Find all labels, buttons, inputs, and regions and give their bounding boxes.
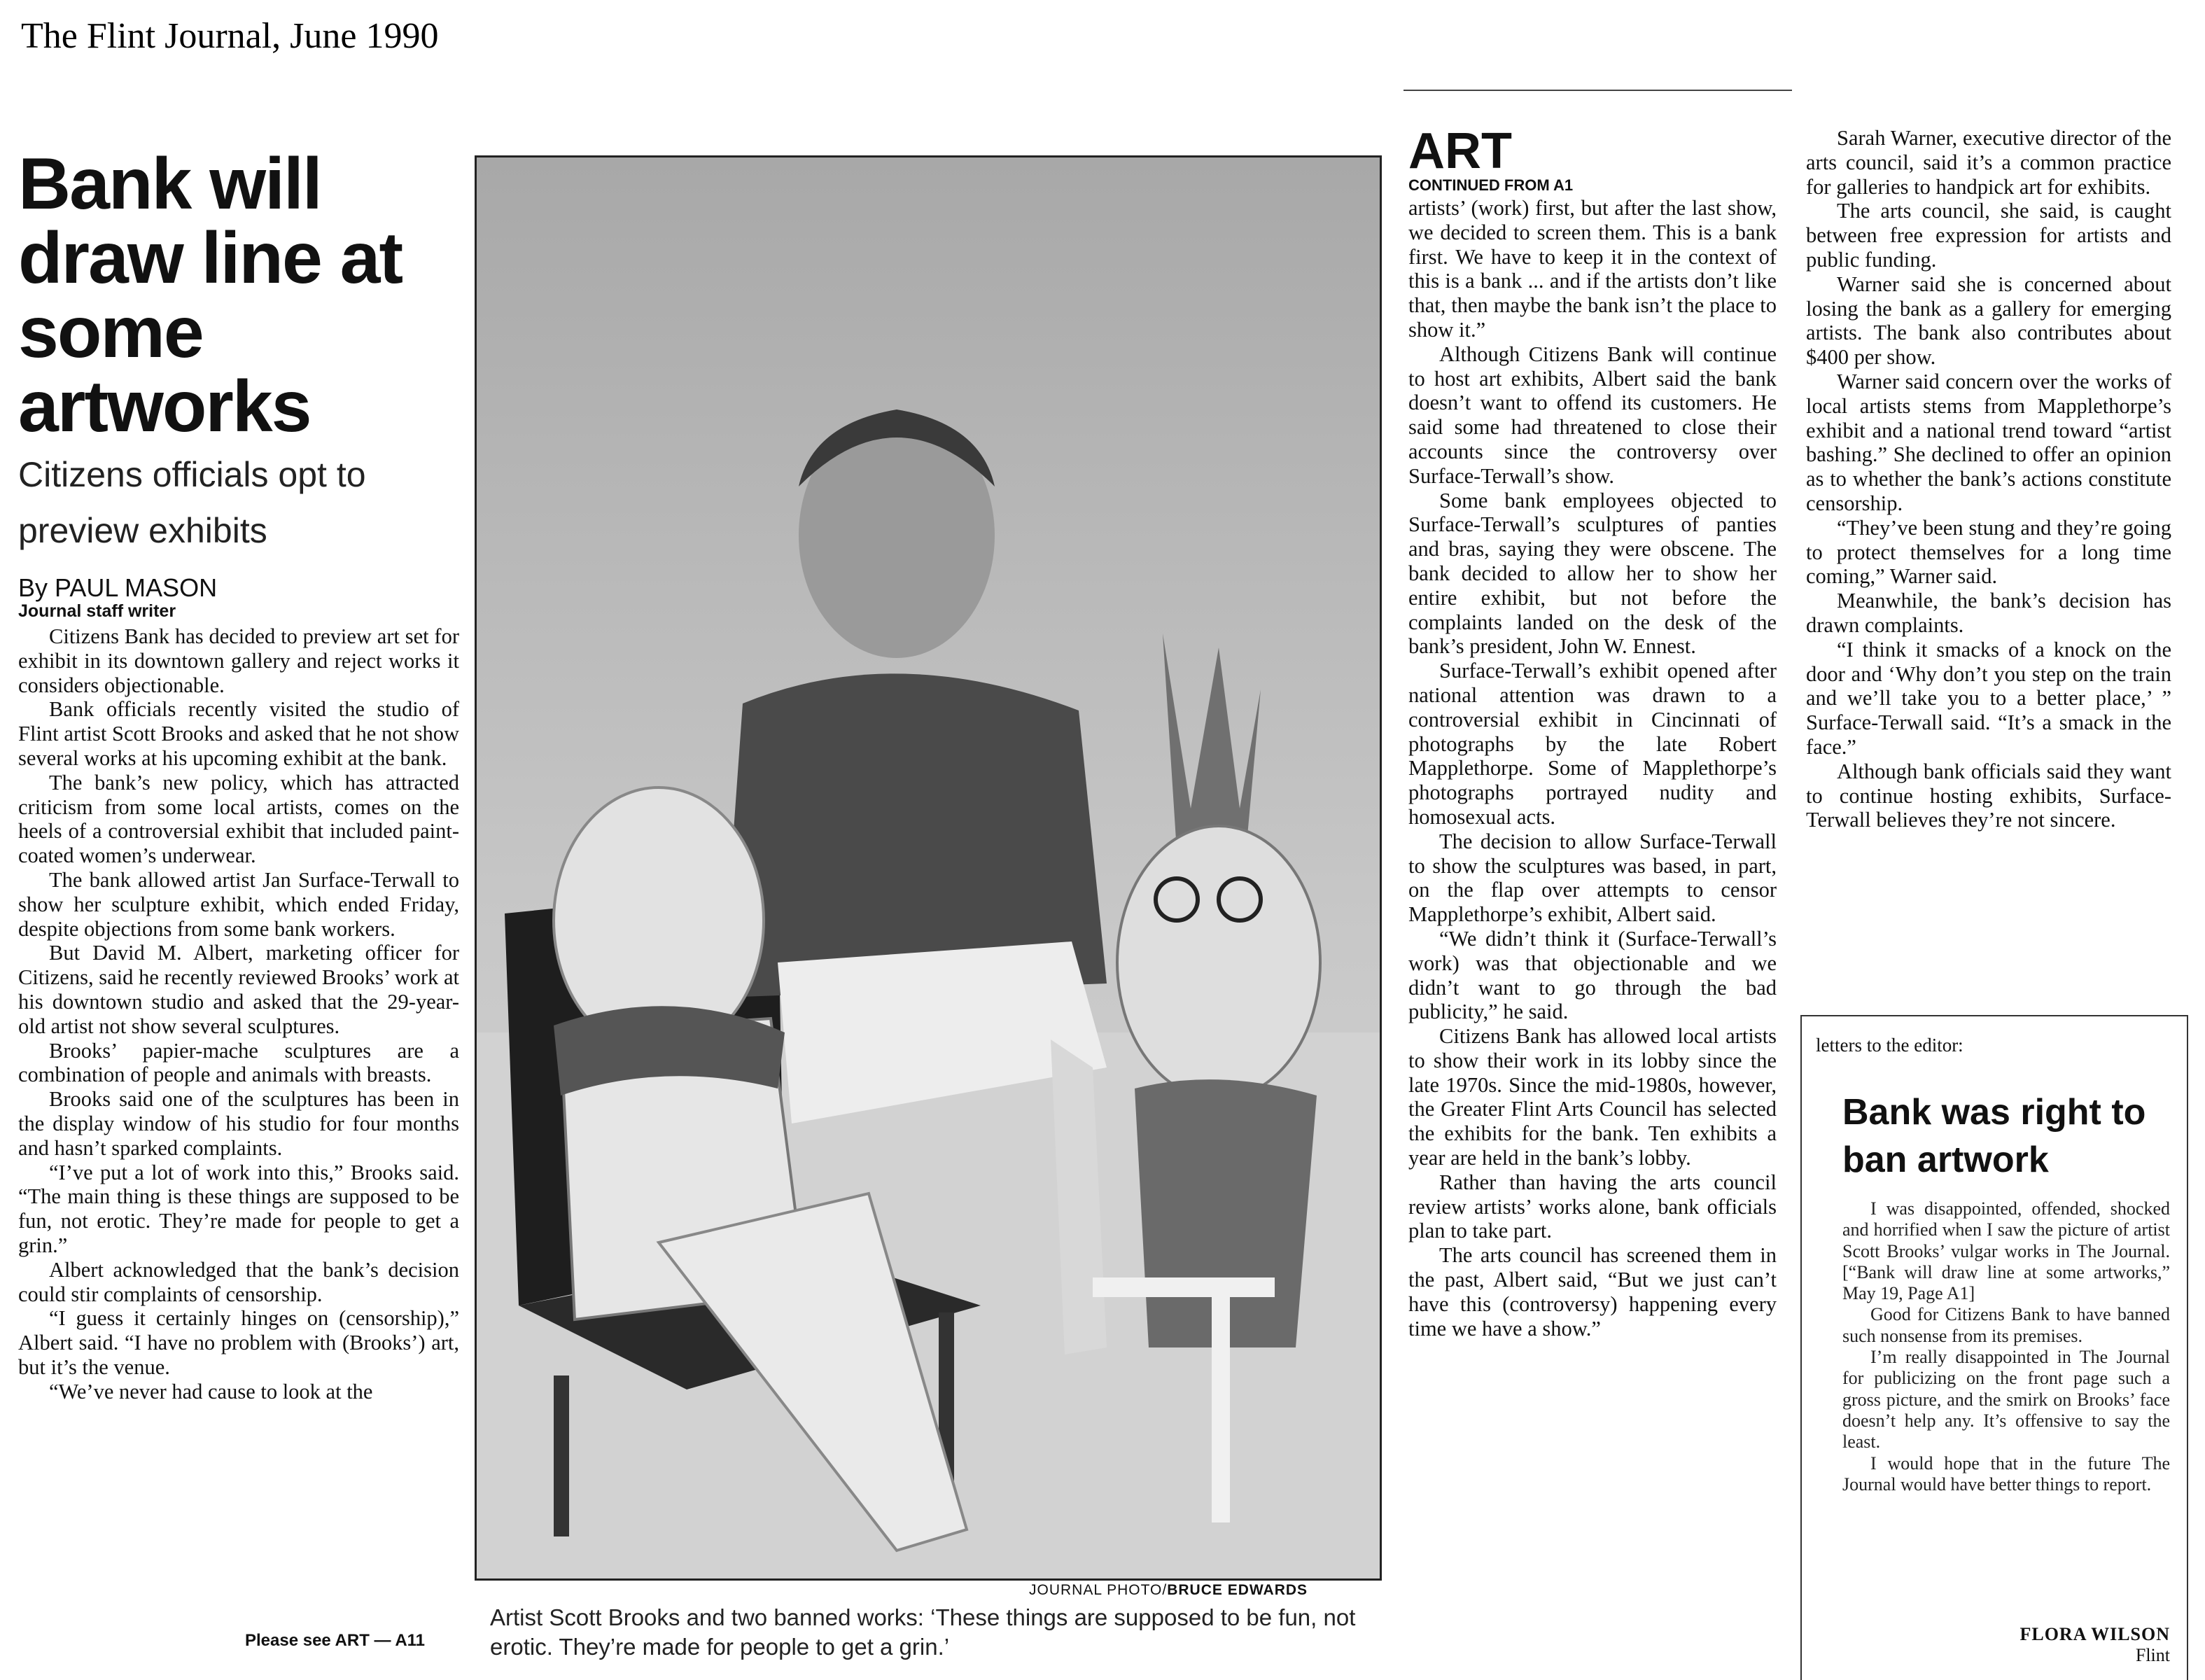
letter-signature	[1842, 1624, 2170, 1666]
article-paragraph: The bank’s new policy, which has attracted criticism from some local artists, comes on the heels of a controversial exhibit that included paint-coated women’s underwear.	[18, 770, 459, 868]
article-paragraph: The bank allowed artist Jan Surface-Terwall to show her sculpture exhibit, which ended Friday, despite objections from some bank workers.	[18, 867, 459, 941]
letter-body	[1842, 1198, 2170, 1495]
photo-caption: Artist Scott Brooks and two banned works: ‘These things are supposed to be fun, not erotic. They’re made for people to get a grin.’	[490, 1604, 1356, 1660]
letter-location: Flint	[2135, 1645, 2170, 1665]
article-paragraph: Bank officials recently visited the studio of Flint artist Scott Brooks and asked that he not show several works at his upcoming exhibit at the bank.	[18, 697, 459, 770]
article-body	[18, 624, 459, 1404]
article-headline: Bank will draw line at some artworks	[18, 144, 402, 447]
photo-illustration	[477, 158, 1380, 1578]
sculpture-stand	[1212, 1292, 1230, 1522]
letter-title: Bank was right to ban artwork	[1842, 1092, 2146, 1180]
continuation-paragraph: “I think it smacks of a knock on the door and ‘Why don’t you step on the train and we’ll take you to a better place,’ ” Surface-Terwall said. “It’s a smack in the face.”	[1806, 637, 2171, 759]
continuation-heading: ART	[1408, 123, 1512, 179]
article-paragraph: Brooks’ papier-mache sculptures are a combination of people and animals with breasts.	[18, 1038, 459, 1087]
article-paragraph: Citizens Bank has decided to preview art set for exhibit in its downtown gallery and reject works it considers objectionable.	[18, 624, 459, 697]
letter-paragraph: I was disappointed, offended, shocked and horrified when I saw the picture of artist Scott Brooks’ vulgar works in The Journal. [“Bank will draw line at some artworks,” May 19, Page A1]	[1842, 1198, 2170, 1304]
continuation-paragraph: Surface-Terwall’s exhibit opened after national attention was drawn to a controversial exhibit in Cincinnati of photographs by the late Robert Mapplethorpe. Some of Mapplethorpe’s photographs portrayed nudity and homosexual acts.	[1408, 659, 1777, 829]
article-paragraph: Brooks said one of the sculptures has been in the display window of his studio for four months and hasn’t sparked complaints.	[18, 1087, 459, 1160]
continuation-kicker: CONTINUED FROM A1	[1408, 176, 1574, 194]
continuation-body	[1408, 196, 1777, 1340]
article-byline: By PAUL MASON	[18, 573, 218, 602]
continuation-paragraph: Although bank officials said they want to continue hosting exhibits, Surface-Terwall believes they’re not sincere.	[1806, 759, 2171, 832]
continuation-column-2	[1806, 126, 2171, 832]
article-paragraph: Albert acknowledged that the bank’s decision could stir complaints of censorship.	[18, 1257, 459, 1306]
sculpture-stand	[1093, 1278, 1275, 1297]
continuation-paragraph: The arts council has screened them in the past, Albert said, “But we just can’t have this (controversy) happening every time we have a show.”	[1408, 1243, 1777, 1340]
continuation-paragraph: Sarah Warner, executive director of the arts council, said it’s a common practice for galleries to handpick art for exhibits.	[1806, 126, 2171, 199]
letter-paragraph: I’m really disappointed in The Journal for publicizing on the front page such a gross picture, and the smirk on Brooks’ face doesn’t help any. It’s offensive to say the least.	[1842, 1347, 2170, 1452]
article-paragraph: But David M. Albert, marketing officer for Citizens, said he recently reviewed Brooks’ work at his downtown studio and asked that the 29-year-old artist not show several sculptures.	[18, 941, 459, 1038]
letter-paragraph: I would hope that in the future The Journal would have better things to report.	[1842, 1452, 2170, 1494]
sculpture-face	[1117, 826, 1320, 1099]
continuation-paragraph: Warner said concern over the works of local artists stems from Mapplethorpe’s exhibit and a national trend toward “artist bashing.” She declined to offer an opinion as to whether the bank’s actions constitute censorship.	[1806, 369, 2171, 515]
continuation-paragraph: The arts council, she said, is caught between free expression for artists and public funding.	[1806, 199, 2171, 272]
continuation-paragraph: Rather than having the arts council review artists’ works alone, bank officials plan to take part.	[1408, 1170, 1777, 1243]
top-rule	[1404, 90, 1792, 91]
article-paragraph: “We’ve never had cause to look at the	[49, 1379, 373, 1404]
continuation-paragraph: artists’ (work) first, but after the last show, we decided to screen them. This is a bank first. We have to keep it in the context of this is a bank ... and if the artists don’t like that, then maybe the bank isn’t the place to show it.”	[1408, 196, 1777, 342]
article-byline-role: Journal staff writer	[18, 601, 176, 621]
source-line: The Flint Journal, June 1990	[21, 16, 439, 56]
continuation-paragraph: Warner said she is concerned about losing the bank as a gallery for emerging artists. The bank also contributes about $400 per show.	[1806, 272, 2171, 370]
article-photo	[475, 155, 1382, 1581]
continuation-paragraph: Some bank employees objected to Surface-Terwall’s sculptures of panties and bras, saying they were obscene. The bank decided to allow her to show her entire exhibit, but not before the complaints landed on the desk of the bank’s president, John W. Ennest.	[1408, 488, 1777, 659]
continuation-paragraph: Although Citizens Bank will continue to host art exhibits, Albert said the bank doesn’t want to offend its customers. He said some had threatened to close their accounts since the controversy over Surface-Terwall’s show.	[1408, 342, 1777, 488]
article-deck: Citizens officials opt to preview exhibits	[18, 455, 366, 550]
letter-author: FLORA WILSON	[2019, 1624, 2170, 1644]
continuation-paragraph: Meanwhile, the bank’s decision has drawn complaints.	[1806, 589, 2171, 637]
letter-section-label: letters to the editor:	[1816, 1035, 1963, 1056]
continuation-paragraph: The decision to allow Surface-Terwall to show the sculptures was based, in part, on the flap over attempts to censor Mapplethorpe’s exhibit, Albert said.	[1408, 829, 1777, 927]
letter-paragraph: Good for Citizens Bank to have banned such nonsense from its premises.	[1842, 1304, 2170, 1346]
jump-line: Please see ART — A11	[245, 1631, 426, 1650]
photo-credit-name: BRUCE EDWARDS	[1167, 1582, 1308, 1598]
chair-leg	[554, 1376, 569, 1536]
photo-credit	[1029, 1582, 1308, 1599]
continuation-column	[1408, 123, 1777, 1340]
continuation-paragraph: Citizens Bank has allowed local artists to show their work in its lobby since the late 1970s. Since the mid-1980s, however, the Greater Flint Arts Council has selected the exhibits for the bank. Ten exhibits a year are held in the bank’s lobby.	[1408, 1024, 1777, 1170]
article-column	[18, 144, 459, 1404]
photo-credit-prefix: JOURNAL PHOTO/	[1029, 1582, 1168, 1598]
article-paragraph: “I guess it certainly hinges on (censorship),” Albert said. “I have no problem with (Brooks’) art, but it’s the venue.	[18, 1306, 459, 1379]
continuation-paragraph: “They’ve been stung and they’re going to protect themselves for a long time coming,” Warner said.	[1806, 515, 2171, 589]
article-paragraph: “I’ve put a lot of work into this,” Brooks said. “The main thing is these things are supposed to be fun, not erotic. They’re made for people to get a grin.”	[18, 1160, 459, 1257]
continuation-paragraph: “We didn’t think it (Surface-Terwall’s work) was that objectionable and we didn’t want to go through the bad publicity,” he said.	[1408, 926, 1777, 1024]
